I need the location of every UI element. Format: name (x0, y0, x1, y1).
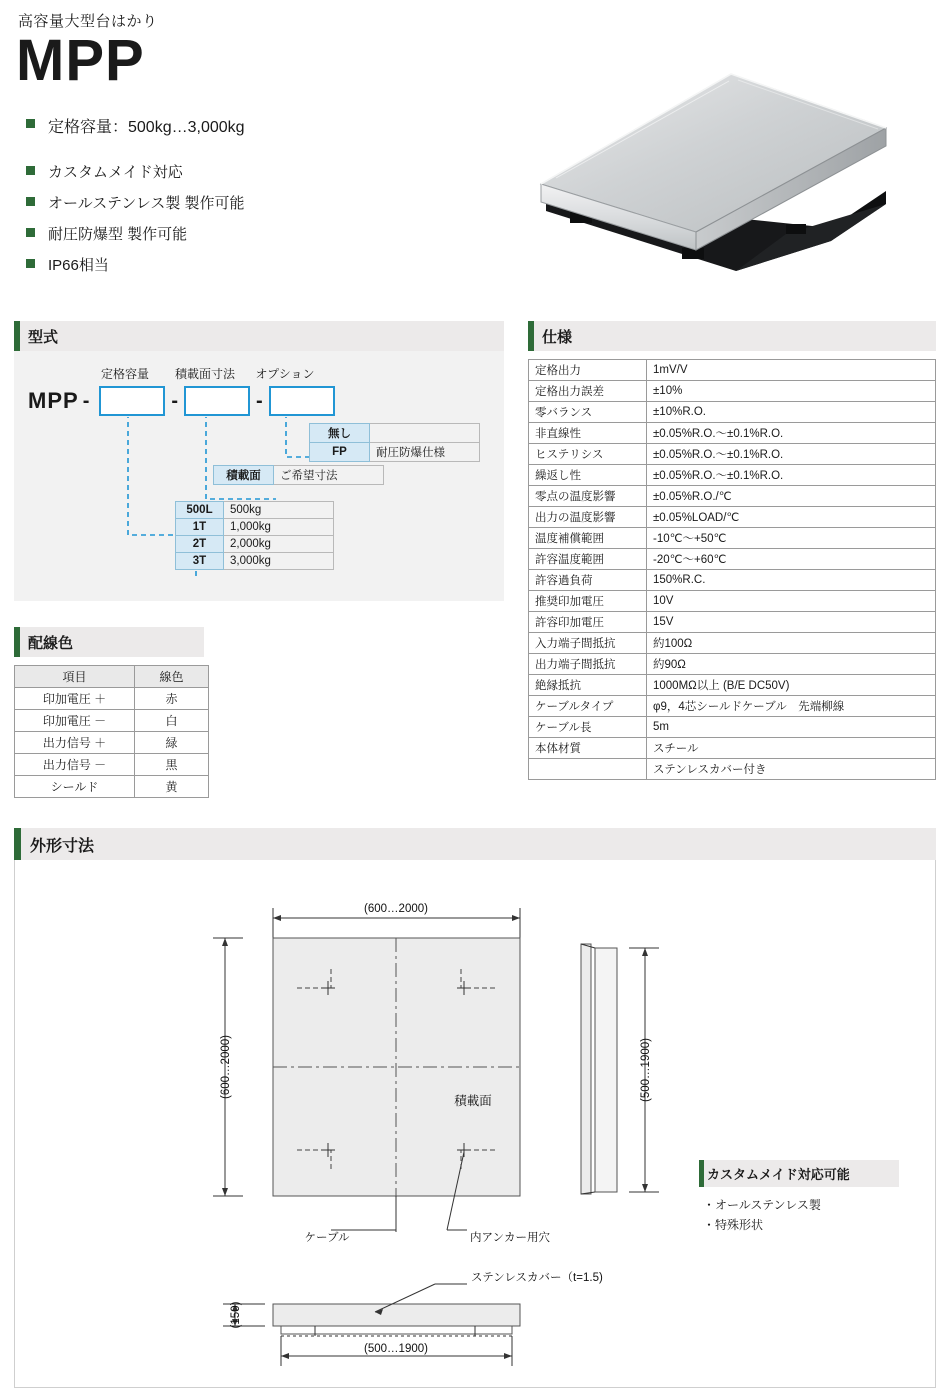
dim-side-height-label: (500…1900) (640, 1038, 652, 1103)
cover-label: ステンレスカバー（t=1.5) (471, 1272, 603, 1285)
spec-key: 出力端子間抵抗 (529, 654, 647, 675)
table-row (529, 486, 936, 507)
anchor-label: 内アンカー用穴 (470, 1232, 551, 1245)
spec-key: 許容温度範囲 (529, 549, 647, 570)
spec-value: ±0.05%LOAD/℃ (647, 507, 936, 528)
table-row (176, 502, 334, 519)
dim-bottom-width-label: (500…1900) (364, 1343, 428, 1356)
option-value: 耐圧防爆仕様 (370, 443, 480, 462)
spec-value: ±0.05%R.O.～±0.1%R.O. (647, 423, 936, 444)
custom-made-title: カスタムメイド対応可能 (699, 1160, 899, 1187)
product-photo (486, 36, 916, 306)
table-row (529, 570, 936, 591)
option-key: 無し (310, 424, 370, 443)
table-row (529, 528, 936, 549)
product-subtitle: 高容量大型台はかり (18, 13, 158, 30)
spec-key: ヒステリシス (529, 444, 647, 465)
capacity-key: 3T (176, 553, 224, 570)
feature-item: 定格容量：500kg…3,000kg (26, 114, 936, 137)
table-row (176, 553, 334, 570)
capacity-table (175, 501, 334, 570)
capacity-value: 1,000kg (224, 519, 334, 536)
spec-value: φ9，4芯シールドケーブル 先端柳線 (647, 696, 936, 717)
datasheet-page (0, 10, 950, 1390)
table-row (529, 591, 936, 612)
spec-key: 定格出力誤差 (529, 381, 647, 402)
table-row (529, 360, 936, 381)
model-dash: - (256, 389, 263, 412)
dim-left-height-label: (600…2000) (220, 1035, 232, 1100)
table-row (529, 507, 936, 528)
wiring-item: 印加電圧 ＋ (15, 688, 135, 710)
dim-top-width-label: (600…2000) (364, 903, 428, 916)
table-row (529, 654, 936, 675)
section-heading-dimensions: 外形寸法 (14, 828, 936, 860)
spec-value: 1000MΩ以上 (B/E DC50V) (647, 675, 936, 696)
wiring-item: 出力信号 － (15, 754, 135, 776)
custom-made-list (703, 1195, 899, 1236)
spec-key: ケーブル長 (529, 717, 647, 738)
spec-value: ±10% (647, 381, 936, 402)
spec-key: 零バランス (529, 402, 647, 423)
wiring-color: 緑 (135, 732, 209, 754)
custom-made-box (699, 1160, 899, 1236)
spec-key: 繰返し性 (529, 465, 647, 486)
table-row (15, 754, 209, 776)
table-row (529, 633, 936, 654)
spec-key: 許容過負荷 (529, 570, 647, 591)
model-col-label: 定格容量 (100, 367, 149, 382)
spec-key: 温度補償範囲 (529, 528, 647, 549)
option-key: FP (310, 443, 370, 462)
dimensions-section (14, 828, 936, 1388)
spec-value: 10V (647, 591, 936, 612)
platform-label: 積載面 (454, 1094, 492, 1109)
spec-key: ケーブルタイプ (529, 696, 647, 717)
size-table (213, 465, 384, 485)
table-row (310, 443, 480, 462)
left-column (14, 321, 504, 798)
table-row (529, 759, 936, 780)
spec-key: 零点の温度影響 (529, 486, 647, 507)
table-row (529, 675, 936, 696)
wiring-color: 赤 (135, 688, 209, 710)
custom-made-item: ・特殊形状 (703, 1218, 764, 1233)
spec-key: 定格出力 (529, 360, 647, 381)
spec-key: 推奨印加電圧 (529, 591, 647, 612)
feature-item: IP66相当 (26, 254, 936, 275)
table-row (529, 465, 936, 486)
table-header-row (15, 666, 209, 688)
spec-key: 絶縁抵抗 (529, 675, 647, 696)
spec-key: 非直線性 (529, 423, 647, 444)
model-slot-option[interactable] (269, 386, 335, 416)
capacity-value: 3,000kg (224, 553, 334, 570)
table-row (529, 402, 936, 423)
spec-value: ±10%R.O. (647, 402, 936, 423)
option-value (370, 424, 480, 443)
model-code-diagram (14, 351, 504, 601)
table-row (529, 549, 936, 570)
section-heading-wiring: 配線色 (14, 627, 204, 657)
table-row (15, 688, 209, 710)
right-column (528, 321, 936, 798)
wiring-col-item: 項目 (15, 666, 135, 688)
spec-key: 入力端子間抵抗 (529, 633, 647, 654)
dimensions-drawing-area (14, 860, 936, 1388)
model-dash: - (82, 389, 90, 412)
wiring-table (14, 665, 209, 798)
wiring-color: 黄 (135, 776, 209, 798)
table-row (15, 776, 209, 798)
table-row (529, 738, 936, 759)
table-row (529, 423, 936, 444)
wiring-color: 黒 (135, 754, 209, 776)
spec-key: 出力の温度影響 (529, 507, 647, 528)
spec-value: -20℃～+60℃ (647, 549, 936, 570)
table-row (529, 612, 936, 633)
wiring-col-color: 線色 (135, 666, 209, 688)
table-row (529, 444, 936, 465)
table-row (529, 381, 936, 402)
spec-table (528, 359, 936, 780)
cable-label: ケーブル (304, 1232, 350, 1245)
model-slot-capacity[interactable] (99, 386, 165, 416)
feature-item: オールステンレス製 製作可能 (26, 192, 936, 213)
spec-value: スチール (647, 738, 936, 759)
table-row (529, 696, 936, 717)
table-row (176, 536, 334, 553)
model-slot-size[interactable] (184, 386, 250, 416)
section-heading-spec: 仕様 (528, 321, 936, 351)
capacity-key: 500L (176, 502, 224, 519)
spec-value: 15V (647, 612, 936, 633)
spec-value: 約100Ω (647, 633, 936, 654)
size-key: 積載面 (214, 466, 274, 485)
spec-key: 許容印加電圧 (529, 612, 647, 633)
model-prefix: MPP (28, 388, 79, 414)
model-dash: - (171, 389, 179, 412)
spec-value: 5m (647, 717, 936, 738)
dim-thickness-label: (150) (230, 1301, 242, 1329)
table-row (529, 717, 936, 738)
spec-value: 約90Ω (647, 654, 936, 675)
table-row (214, 466, 384, 485)
spec-value: 1mV/V (647, 360, 936, 381)
table-row (15, 710, 209, 732)
spec-value: -10℃～+50℃ (647, 528, 936, 549)
capacity-value: 500kg (224, 502, 334, 519)
spec-value: ステンレスカバー付き (647, 759, 936, 780)
size-value: ご希望寸法 (274, 466, 384, 485)
page-title: MPP (16, 28, 145, 93)
wiring-item: 出力信号 ＋ (15, 732, 135, 754)
section-heading-model: 型式 (14, 321, 504, 351)
spec-value: ±0.05%R.O.～±0.1%R.O. (647, 444, 936, 465)
model-code-row (28, 386, 494, 416)
capacity-key: 2T (176, 536, 224, 553)
spec-key (529, 759, 647, 780)
spec-key: 本体材質 (529, 738, 647, 759)
mid-columns (14, 321, 936, 798)
spec-value: 150%R.C. (647, 570, 936, 591)
custom-made-item: ・オールステンレス製 (703, 1198, 821, 1213)
feature-item: 耐圧防爆型 製作可能 (26, 223, 936, 244)
wiring-item: シールド (15, 776, 135, 798)
capacity-key: 1T (176, 519, 224, 536)
option-table (309, 423, 480, 462)
table-row (310, 424, 480, 443)
spec-value: ±0.05%R.O./℃ (647, 486, 936, 507)
model-col-label: 積載面寸法 (174, 367, 235, 382)
spec-value: ±0.05%R.O.～±0.1%R.O. (647, 465, 936, 486)
feature-item: カスタムメイド対応 (26, 161, 936, 182)
wiring-color: 白 (135, 710, 209, 732)
wiring-block (14, 627, 504, 798)
model-code-column-labels (92, 365, 494, 382)
table-row (15, 732, 209, 754)
capacity-value: 2,000kg (224, 536, 334, 553)
model-col-label: オプション (255, 367, 315, 382)
wiring-item: 印加電圧 － (15, 710, 135, 732)
dimension-drawing (15, 860, 935, 1386)
table-row (176, 519, 334, 536)
